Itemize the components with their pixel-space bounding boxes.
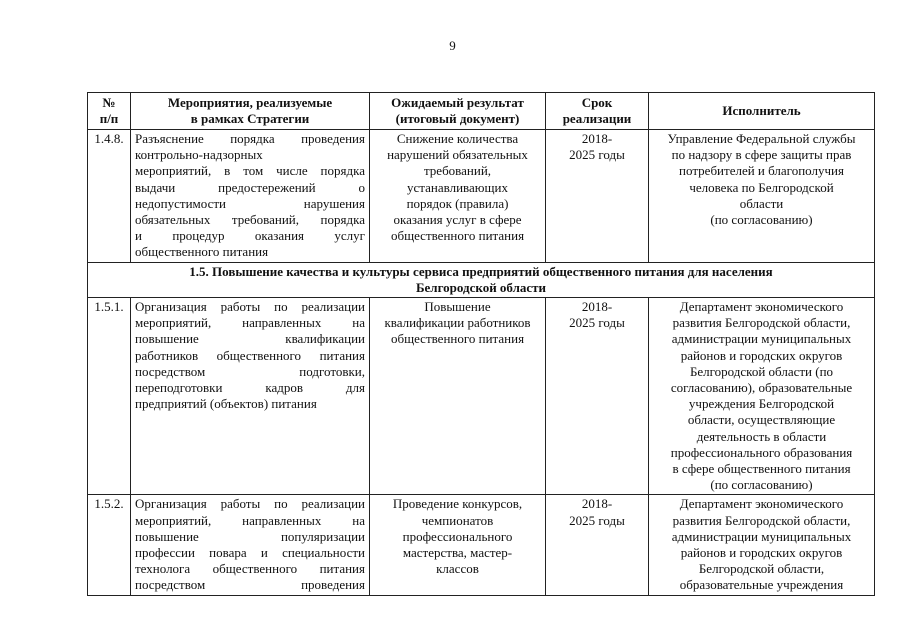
header-measures: Мероприятия, реализуемые в рамках Стратегии — [131, 93, 370, 130]
header-term: Срок реализации — [546, 93, 649, 130]
executor-cell: Управление Федеральной службы по надзору в сфере защиты прав потребителей и благополучия человека по Белгородской области (по согласованию) — [649, 130, 875, 263]
header-result: Ожидаемый результат (итоговый документ) — [370, 93, 546, 130]
table-row — [88, 130, 875, 263]
measure-cell: Организация работы по реализации мероприятий, направленных на повышение популяризации профессии повара и специальности технолога общественного питания посредством проведения — [131, 495, 370, 595]
page-number: 9 — [449, 38, 456, 53]
table-header-row — [88, 93, 875, 130]
header-num: № п/п — [88, 93, 131, 130]
term-cell: 2018- 2025 годы — [546, 130, 649, 263]
executor-cell: Департамент экономического развития Белгородской области, администрации муниципальных районов и городских округов Белгородской области (по согласованию), образовательные учреждения Белгородской области, осуществляющие деятельность в области профессионального образования в сфере общественного питания (по согласованию) — [649, 298, 875, 495]
measure-cell: Разъяснение порядка проведения контрольно-надзорных мероприятий, в том числе порядка выдачи предостережений о недопустимости нарушения обязательных требований, порядка и процедур оказания услуг общественного питания — [131, 130, 370, 263]
table-row — [88, 298, 875, 495]
measure-cell: Организация работы по реализации мероприятий, направленных на повышение квалификации работников общественного питания посредством подготовки, переподготовки кадров для предприятий (объектов) питания — [131, 298, 370, 495]
result-cell: Проведение конкурсов, чемпионатов профессионального мастерства, мастер- классов — [370, 495, 546, 595]
executor-cell: Департамент экономического развития Белгородской области, администрации муниципальных районов и городских округов Белгородской области, образовательные учреждения — [649, 495, 875, 595]
result-cell: Снижение количества нарушений обязательных требований, устанавливающих порядок (правила) оказания услуг в сфере общественного питания — [370, 130, 546, 263]
result-cell: Повышение квалификации работников общественного питания — [370, 298, 546, 495]
header-executor: Исполнитель — [649, 93, 875, 130]
row-number: 1.5.1. — [88, 298, 131, 495]
strategy-measures-table — [87, 92, 875, 596]
term-cell: 2018- 2025 годы — [546, 495, 649, 595]
row-number: 1.5.2. — [88, 495, 131, 595]
section-row — [88, 262, 875, 297]
table-row — [88, 495, 875, 595]
section-title: 1.5. Повышение качества и культуры сервиса предприятий общественного питания для населения Белгородской области — [88, 262, 875, 297]
term-cell: 2018- 2025 годы — [546, 298, 649, 495]
row-number: 1.4.8. — [88, 130, 131, 263]
